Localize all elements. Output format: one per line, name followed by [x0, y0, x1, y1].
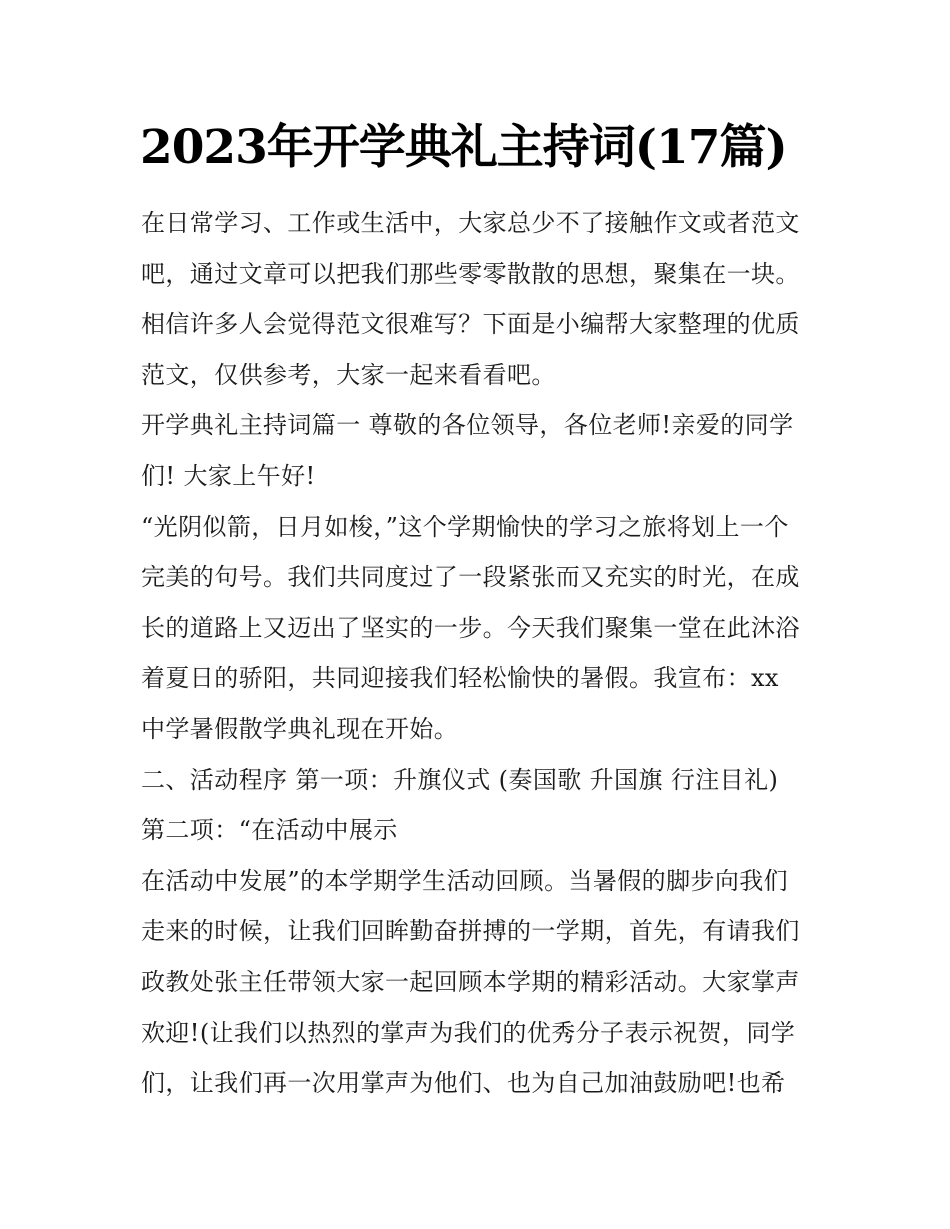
- body-line: “光阴似箭，日月如梭，”这个学期愉快的学习之旅将划上一个: [141, 512, 789, 541]
- body-line: 完美的句号。我们共同度过了一段紧张而又充实的时光，在成: [141, 563, 800, 592]
- body-line: 在活动中发展”的本学期学生活动回顾。当暑假的脚步向我们: [141, 866, 789, 895]
- body-line: 二、活动程序 第一项：升旗仪式 (奏国歌 升国旗 行注目礼): [141, 765, 779, 794]
- body-line: 吧，通过文章可以把我们那些零零散散的思想，聚集在一块。: [141, 259, 800, 288]
- body-line: 欢迎!(让我们以热烈的掌声为我们的优秀分子表示祝贺，同学: [141, 1018, 796, 1047]
- document-body: [141, 198, 821, 1109]
- body-line: 走来的时候，让我们回眸勤奋拼搏的一学期，首先，有请我们: [141, 917, 800, 946]
- body-line: 范文，仅供参考，大家一起来看看吧。: [141, 360, 556, 389]
- body-line: 着夏日的骄阳，共同迎接我们轻松愉快的暑假。我宣布：xx: [141, 664, 779, 693]
- body-line: 第二项：“在活动中展示: [141, 816, 398, 845]
- body-line: 相信许多人会觉得范文很难写？下面是小编帮大家整理的优质: [141, 310, 800, 339]
- body-line: 们! 大家上午好!: [141, 461, 316, 490]
- body-line: 政教处张主任带领大家一起回顾本学期的精彩活动。大家掌声: [141, 967, 800, 996]
- body-line: 开学典礼主持词篇一 尊敬的各位领导，各位老师!亲爱的同学: [141, 411, 794, 440]
- document-title: 2023年开学典礼主持词(17篇): [140, 120, 787, 175]
- body-line: 们，让我们再一次用掌声为他们、也为自己加油鼓励吧!也希: [141, 1069, 786, 1098]
- body-line: 在日常学习、工作或生活中，大家总少不了接触作文或者范文: [141, 209, 800, 237]
- body-line: 中学暑假散学典礼现在开始。: [141, 714, 459, 743]
- body-line: 长的道路上又迈出了坚实的一步。今天我们聚集一堂在此沐浴: [141, 613, 800, 642]
